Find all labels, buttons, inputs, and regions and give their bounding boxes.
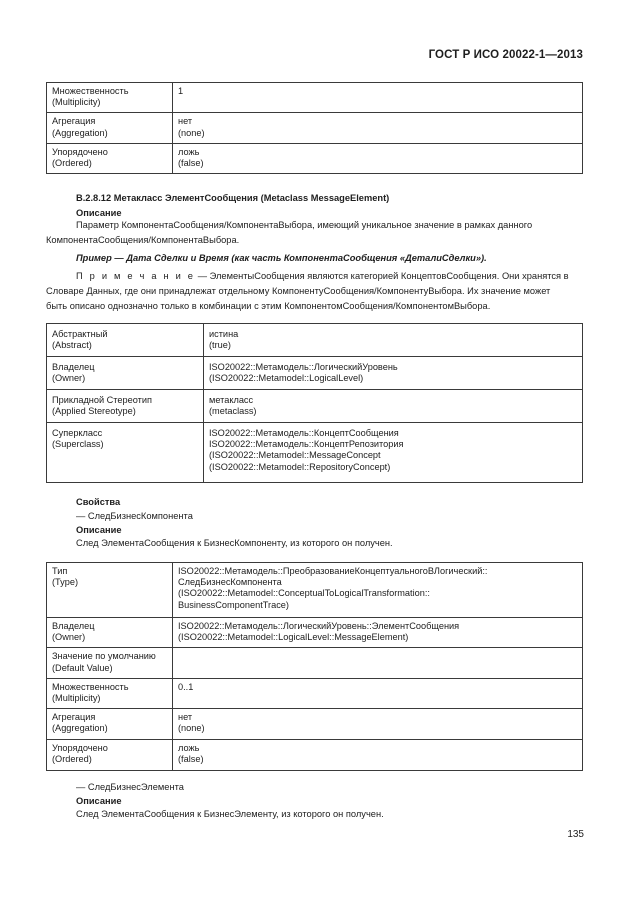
table-row [47, 709, 583, 739]
properties-table-1 [46, 82, 583, 174]
description-title: Описание [76, 208, 122, 218]
table-row [47, 648, 583, 678]
table-cell-label: Абстрактный (Abstract) [47, 324, 204, 357]
table-cell-label: Множественность (Multiplicity) [47, 678, 173, 708]
table-row [47, 678, 583, 708]
table-cell-value: ложь (false) [173, 739, 583, 770]
table-row [47, 563, 583, 618]
property-item: — СледБизнесКомпонента [76, 511, 193, 521]
properties-table-2 [46, 323, 583, 483]
example-text: Пример — Дата Сделки и Время (как часть КомпонентаСообщения «ДеталиСделки»). [76, 253, 487, 263]
description-text: След ЭлементаСообщения к БизнесЭлементу, из которого он получен. [76, 809, 384, 819]
table-cell-label: Агрегация (Aggregation) [47, 709, 173, 739]
table-cell-value: 0..1 [173, 678, 583, 708]
table-row [47, 618, 583, 648]
description-text: След ЭлементаСообщения к БизнесКомпоненту, из которого он получен. [76, 538, 393, 548]
description-text: Параметр КомпонентаСообщения/КомпонентаВыбора, имеющий уникальное значение в рамках данного КомпонентаСообщения/КомпонентаВыбора. [46, 220, 533, 245]
table-cell-label: Значение по умолчанию (Default Value) [47, 648, 173, 678]
table-cell-label: Агрегация (Aggregation) [47, 113, 173, 143]
table-cell-value: ISO20022::Метамодель::ЛогическийУровень (ISO20022::Metamodel::LogicalLevel) [204, 357, 583, 390]
table-cell-value: ложь (false) [173, 143, 583, 173]
document-code: ГОСТ Р ИСО 20022-1—2013 [428, 49, 583, 61]
table-row [47, 83, 583, 113]
table-cell-value [173, 648, 583, 678]
table-cell-value: ISO20022::Метамодель::ЛогическийУровень::ЭлементСообщения (ISO20022::Metamodel::LogicalLevel::MessageElement) [173, 618, 583, 648]
table-row [47, 423, 583, 483]
description-title: Описание [76, 525, 122, 535]
table-cell-value: 1 [173, 83, 583, 113]
table-row [47, 113, 583, 143]
table-cell-value: метакласс (metaclass) [204, 390, 583, 423]
table-cell-label: Владелец (Owner) [47, 357, 204, 390]
table-cell-label: Тип (Type) [47, 563, 173, 618]
table-cell-label: Владелец (Owner) [47, 618, 173, 648]
table-cell-label: Множественность (Multiplicity) [47, 83, 173, 113]
properties-table-3 [46, 562, 583, 771]
table-cell-label: Упорядочено (Ordered) [47, 143, 173, 173]
note-text: П р и м е ч а н и е — ЭлементыСообщения являются категорией КонцептовСообщения. Они хранятся в Словаре Данных, где они принадлежат отдельному КомпонентуСообщения/КомпонентуВыбора. Их значение может быть описано однозначно только в комбинации с этим КомпонентомСообщения/КомпонентомВыбора. [46, 271, 569, 311]
table-row [47, 390, 583, 423]
properties-title: Свойства [76, 497, 121, 507]
note-label: П р и м е ч а н и е [76, 271, 196, 281]
table-cell-value: нет (none) [173, 113, 583, 143]
table-cell-value: нет (none) [173, 709, 583, 739]
table-cell-label: Прикладной Стереотип (Applied Stereotype) [47, 390, 204, 423]
table-cell-label: Суперкласс (Superclass) [47, 423, 204, 483]
property-item: — СледБизнесЭлемента [76, 782, 184, 792]
table-cell-value: ISO20022::Метамодель::ПреобразованиеКонцептуальногоВЛогический:: СледБизнесКомпонента (ISO20022::Metamodel::ConceptualToLogicalTransformation:: BusinessComponentTrace) [173, 563, 583, 618]
section-heading: В.2.8.12 Метакласс ЭлементСообщения (Metaclass MessageElement) [76, 193, 390, 203]
page-number: 135 [567, 829, 584, 840]
table-row [47, 143, 583, 173]
description-title: Описание [76, 796, 122, 806]
table-row [47, 357, 583, 390]
table-row [47, 324, 583, 357]
table-cell-value: истина (true) [204, 324, 583, 357]
table-row [47, 739, 583, 770]
table-cell-value: ISO20022::Метамодель::КонцептСообщения ISO20022::Метамодель::КонцептРепозитория (ISO20022::Metamodel::MessageConcept (ISO20022::Metamodel::RepositoryConcept) [204, 423, 583, 483]
table-cell-label: Упорядочено (Ordered) [47, 739, 173, 770]
